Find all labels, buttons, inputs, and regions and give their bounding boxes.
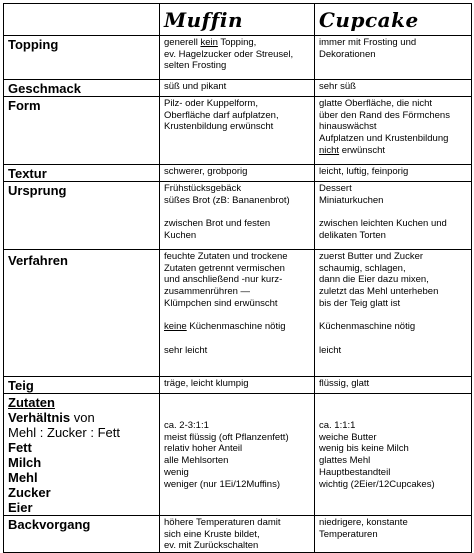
row-backvorgang: [4, 516, 472, 553]
topping-muffin: generell kein Topping, ev. Hagelzucker oder Streusel, selten Frosting: [160, 36, 315, 80]
label-backvorgang: Backvorgang: [4, 516, 160, 553]
form-muffin: Pilz- oder Kuppelform, Oberfläche darf aufplatzen, Krustenbildung erwünscht: [160, 97, 315, 165]
teig-muffin: träge, leicht klumpig: [160, 377, 315, 394]
label-zutaten: Zutaten: [8, 395, 55, 410]
label-zucker: Zucker: [8, 485, 51, 500]
header-cupcake: Cupcake: [315, 4, 472, 36]
ursprung-cupcake: Dessert Miniaturkuchen zwischen leichten Kuchen und delikaten Torten: [315, 182, 472, 250]
textur-muffin: schwerer, grobporig: [160, 165, 315, 182]
geschmack-muffin: süß und pikant: [160, 80, 315, 97]
row-geschmack: [4, 80, 472, 97]
textur-cupcake: leicht, luftig, feinporig: [315, 165, 472, 182]
verfahren-muffin: feuchte Zutaten und trockene Zutaten getrennt vermischen und anschließend -nur kurz- zusammenrühren — Klümpchen sind erwünscht keine Küchenmaschine nötig sehr leicht: [160, 250, 315, 377]
header-empty-cell: [4, 4, 160, 36]
zutaten-muffin: ca. 2-3:1:1 meist flüssig (oft Pflanzenfett) relativ hoher Anteil alle Mehlsorten wenig weniger (nur 1Ei/12Muffins): [160, 394, 315, 516]
label-form: Form: [4, 97, 160, 165]
label-topping: Topping: [4, 36, 160, 80]
label-ratio: Mehl : Zucker : Fett: [8, 425, 120, 440]
row-ursprung: [4, 182, 472, 250]
label-teig: Teig: [4, 377, 160, 394]
header-muffin: Muffin: [160, 4, 315, 36]
topping-cupcake: immer mit Frosting und Dekorationen: [315, 36, 472, 80]
comparison-table: [3, 3, 472, 553]
label-verfahren: Verfahren: [4, 250, 160, 377]
row-topping: [4, 36, 472, 80]
label-ursprung: Ursprung: [4, 182, 160, 250]
label-fett: Fett: [8, 440, 32, 455]
label-mehl: Mehl: [8, 470, 38, 485]
row-zutaten: [4, 394, 472, 516]
ursprung-muffin: Frühstücksgebäck süßes Brot (zB: Bananenbrot) zwischen Brot und festen Kuchen: [160, 182, 315, 250]
row-teig: [4, 377, 472, 394]
label-verhaeltnis: Verhältnis: [8, 410, 71, 425]
row-textur: [4, 165, 472, 182]
backvorgang-cupcake: niedrigere, konstante Temperaturen: [315, 516, 472, 553]
row-verfahren: [4, 250, 472, 377]
label-textur: Textur: [4, 165, 160, 182]
form-cupcake: glatte Oberfläche, die nicht über den Rand des Förmchens hinauswächst Aufplatzen und Krustenbildung nicht erwünscht: [315, 97, 472, 165]
label-geschmack: Geschmack: [4, 80, 160, 97]
geschmack-cupcake: sehr süß: [315, 80, 472, 97]
label-eier: Eier: [8, 500, 33, 515]
zutaten-cupcake: ca. 1:1:1 weiche Butter wenig bis keine Milch glattes Mehl Hauptbestandteil wichtig (2Eier/12Cupcakes): [315, 394, 472, 516]
row-form: [4, 97, 472, 165]
backvorgang-muffin: höhere Temperaturen damit sich eine Kruste bildet, ev. mit Zurückschalten: [160, 516, 315, 553]
teig-cupcake: flüssig, glatt: [315, 377, 472, 394]
label-milch: Milch: [8, 455, 42, 470]
verfahren-cupcake: zuerst Butter und Zucker schaumig, schlagen, dann die Eier dazu mixen, zuletzt das Mehl unterheben bis der Teig glatt ist Küchenmaschine nötig leicht: [315, 250, 472, 377]
label-zutaten-block: Zutaten Verhältnis von Mehl : Zucker : Fett Fett Milch Mehl Zucker Eier: [4, 394, 160, 516]
header-row: [4, 4, 472, 36]
